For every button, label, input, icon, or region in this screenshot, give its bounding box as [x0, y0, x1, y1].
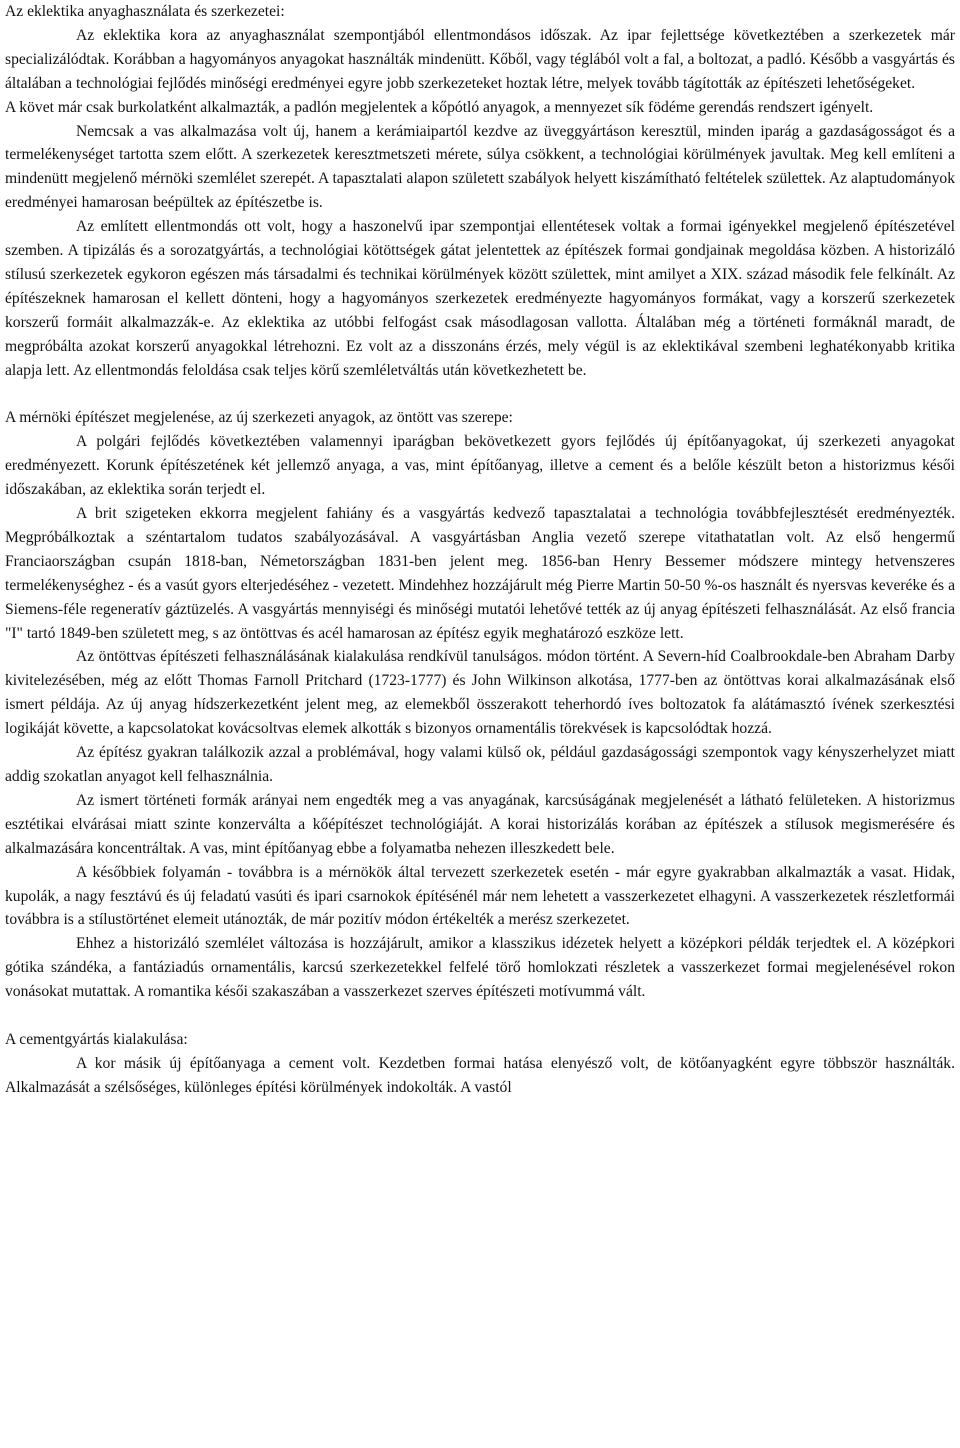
paragraph: Az ismert történeti formák arányai nem engedték meg a vas anyagának, karcsúságának megjelenését a látható felületeken. A historizmus esztétikai elvárásai miatt szinte konzerválta a kőépítészet technológiáját. A korai historizálás korában az építészek a stílusok megismerésére és alkalmazására koncentráltak. A vas, mint építőanyag ebbe a folyamatba nehezen illeszkedett bele.: [5, 791, 955, 857]
paragraph: A polgári fejlődés következtében valamennyi iparágban bekövetkezett gyors fejlődés új építőanyagokat, új szerkezeti anyagokat eredményezett. Korunk építészetének két jellemző anyaga, a vas, mint építőanyag, illetve a cement és a belőle készült beton a historizmus késői időszakában, az eklektika során terjedt el.: [5, 433, 955, 499]
section-gap: [5, 1004, 955, 1028]
paragraph: A kor másik új építőanyaga a cement volt. Kezdetben formai hatása elenyésző volt, de kötőanyagként egyre többször használták. Alkalmazását a szélsőséges, különleges építési körülmények indokolták. A vastól: [5, 1054, 955, 1096]
section-heading-engineering: A mérnöki építészet megjelenése, az új szerkezeti anyagok, az öntött vas szerepe:: [5, 409, 513, 427]
paragraph: A brit szigeteken ekkorra megjelent fahiány és a vasgyártás kedvező tapasztalatai a technológia továbbfejlesztését eredményezték. Megpróbálkoztak a széntartalom tudatos szabályozásával. A vasgyártásban Anglia vezető szerepe vitathatatlan volt. Az első hengermű Franciaországban csupán 1818-ban, Németországban 1831-ben jelent meg. 1856-ban Henry Bessemer módszere mintegy hetvenszeres termelékenységhez - és a vasút gyors elterjedéséhez - vezetett. Mindehhez hozzájárult még Pierre Martin 50-50 %-os használt és nyersvas keveréke és a Siemens-féle regeneratív gáztüzelés. A vasgyártás mennyiségi és minőségi mutatói lehetővé tették az új anyag építészeti felhasználását. Az első francia "I" tartó 1849-ben született meg, s az öntöttvas és acél hamarosan az építész egyik meghatározó eszköze lett.: [5, 505, 955, 642]
document-page: [5, 0, 955, 1100]
paragraph: A későbbiek folyamán - továbbra is a mérnökök által tervezett szerkezetek esetén - már egyre gyakrabban alkalmazták a vasat. Hidak, kupolák, a nagy fesztávú és új feladatú vasúti és ipari csarnokok építésénél már nem lehetett a vasszerkezetet elhagyni. A vasszerkezetek részletformái továbbra is a stílustörténet elemeit utánozták, de már pozitív módon értékelték a merész szerkezetet.: [5, 863, 955, 929]
paragraph: Az eklektika kora az anyaghasználat szempontjából ellentmondásos időszak. Az ipar fejlettsége következtében a szerkezetek már specializálódtak. Korábban a hagyományos anyagokat használták mindenütt. Kőből, vagy téglából volt a fal, a boltozat, a padló. Később a vasgyártás és általában a technológiai fejlődés minőségi eredményei egyre jobb szerkezeteket hoztak létre, melyek tovább tágították az építészeti lehetőségeket.: [5, 26, 955, 92]
paragraph: Ehhez a historizáló szemlélet változása is hozzájárult, amikor a klasszikus idézetek helyett a középkori példák terjedtek el. A középkori gótika szándéka, a fantáziadús ornamentális, karcsú szerkezetekkel felfelé törő homlokzati részletek a vasszerkezet formai megjelenésével rokon vonásokat mutattak. A romantika késői szakaszában a vasszerkezet szerves építészeti motívummá vált.: [5, 935, 955, 1001]
paragraph: Nemcsak a vas alkalmazása volt új, hanem a kerámiaipartól kezdve az üveggyártáson keresztül, minden iparág a gazdaságosságot és a termelékenységet tartotta szem előtt. A szerkezetek keresztmetszeti mérete, súlya csökkent, a technológiai körülmények javultak. Meg kell említeni a mindenütt megjelenő mérnöki szemlélet szerepét. A tapasztalati alapon született szabályok helyett kiszámítható feltételek születtek. Az alaptudományok eredményei hamarosan beépültek az építészetbe is.: [5, 122, 955, 212]
paragraph: A követ már csak burkolatként alkalmazták, a padlón megjelentek a kőpótló anyagok, a mennyezet sík födéme gerendás rendszert igényelt.: [5, 98, 874, 116]
paragraph: Az öntöttvas építészeti felhasználásának kialakulása rendkívül tanulságos. módon történt. A Severn-híd Coalbrookdale-ben Abraham Darby kivitelezésében, még az előtt Thomas Farnoll Pritchard (1723-1777) és John Wilkinson alkotása, 1777-ben az öntöttvas korai alkalmazásának első ismert példája. Az új anyag hídszerkezetként jelent meg, az elemekből összerakott teherhordó íves boltozatok fa alátámasztó ívének szerkesztési logikáját követte, a kapcsolatokat kovácsoltvas elemek alkották s bizonyos ornamentális törekvések is kapcsolódtak hozzá.: [5, 648, 955, 738]
section-gap: [5, 383, 955, 407]
paragraph: Az említett ellentmondás ott volt, hogy a haszonelvű ipar szempontjai ellentétesek voltak a formai igényekkel megjelenő építészetével szemben. A tipizálás és a sorozatgyártás, a technológiai kötöttségek gátat jelentettek az építészek formai gondjainak megoldása közben. A historizáló stílusú szerkezetek egykoron egészen más társadalmi és technikai körülmények között születtek, mint amilyet a XIX. század második fele felkínált. Az építészeknek hamarosan el kellett dönteni, hogy a hagyományos szerkezetek eredményezte hagyományos formákat, vagy a korszerű szerkezetek korszerű formáit alkalmazzák-e. Az eklektika az utóbbi felfogást csak másodlagosan vallotta. Általában még a történeti formáknál maradt, de megpróbálta azokat korszerű anyagokkal létrehozni. Ez volt az a disszonáns érzés, mely végül is az eklektikával szembeni leghatékonyabb kritika alapja lett. Az ellentmondás feloldása csak teljes körű szemléletváltás után következhetett be.: [5, 218, 955, 379]
section-heading-eclecticism: Az eklektika anyaghasználata és szerkezetei:: [5, 3, 285, 20]
paragraph: Az építész gyakran találkozik azzal a problémával, hogy valami külső ok, például gazdaságossági szempontok vagy kényszerhelyzet miatt addig szokatlan anyagot kell felhasználnia.: [5, 744, 955, 785]
section-heading-cement: A cementgyártás kialakulása:: [5, 1030, 188, 1048]
